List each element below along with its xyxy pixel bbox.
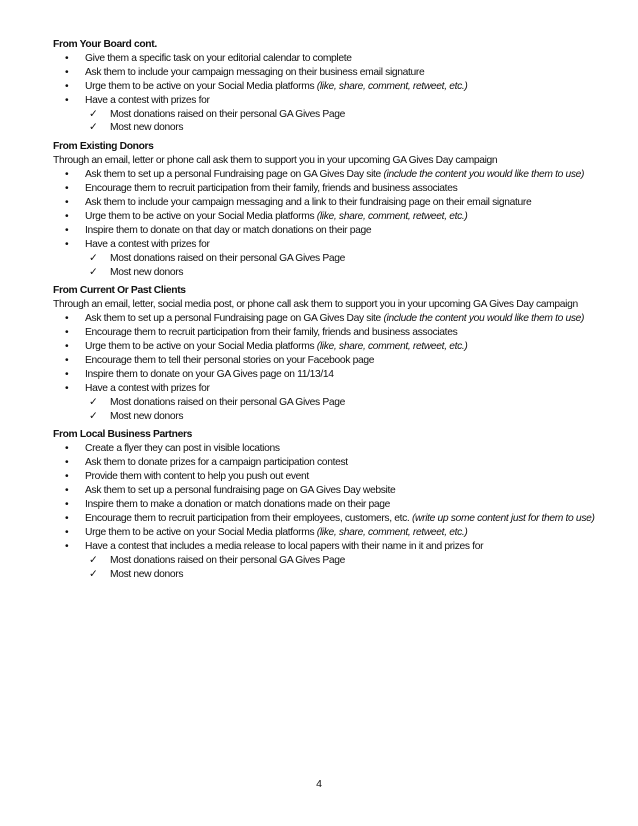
item-text: Encourage them to recruit participation from their family, friends and business associates bbox=[85, 327, 458, 339]
bullet-icon: • bbox=[65, 66, 69, 78]
bullet-icon: • bbox=[65, 94, 69, 106]
list-item bbox=[53, 210, 613, 224]
item-text: Most donations raised on their personal GA Gives Page bbox=[110, 108, 346, 120]
list-item bbox=[53, 540, 613, 554]
checkmark-icon: ✓ bbox=[89, 396, 98, 408]
item-text: Most new donors bbox=[110, 410, 184, 422]
bullet-icon: • bbox=[65, 196, 69, 208]
list-item bbox=[53, 326, 613, 340]
list-item bbox=[53, 80, 613, 94]
item-list bbox=[53, 52, 613, 135]
list-item bbox=[53, 512, 613, 526]
list-item bbox=[53, 196, 613, 210]
checkmark-icon: ✓ bbox=[89, 554, 98, 566]
bullet-icon: • bbox=[65, 368, 69, 380]
section bbox=[53, 140, 613, 279]
bullet-icon: • bbox=[65, 224, 69, 236]
bullet-icon: • bbox=[65, 313, 69, 325]
checklist-item bbox=[53, 108, 613, 122]
list-item bbox=[53, 182, 613, 196]
item-text: Most donations raised on their personal GA Gives Page bbox=[110, 252, 346, 264]
bullet-icon: • bbox=[65, 485, 69, 497]
item-text: Ask them to include your campaign messaging on their business email signature bbox=[85, 66, 425, 78]
checklist-item bbox=[53, 396, 613, 410]
section bbox=[53, 284, 613, 423]
bullet-icon: • bbox=[65, 238, 69, 250]
bullet-icon: • bbox=[65, 354, 69, 366]
item-text: Most new donors bbox=[110, 266, 184, 278]
list-item bbox=[53, 498, 613, 512]
item-text: Inspire them to donate on that day or match donations on their page bbox=[85, 224, 372, 236]
page-number: 4 bbox=[316, 778, 322, 790]
section-heading: From Existing Donors bbox=[53, 141, 154, 153]
list-item bbox=[53, 368, 613, 382]
section-intro: Through an email, letter, social media post, or phone call ask them to support you in your upcoming GA Gives Day campaign bbox=[53, 299, 578, 311]
item-note: (like, share, comment, retweet, etc.) bbox=[316, 80, 468, 92]
list-item bbox=[53, 52, 613, 66]
list-item bbox=[53, 238, 613, 252]
list-item bbox=[53, 470, 613, 484]
item-list bbox=[53, 168, 613, 279]
checkmark-icon: ✓ bbox=[89, 568, 98, 580]
list-item bbox=[53, 94, 613, 108]
item-text: Ask them to set up a personal fundraising page on GA Gives Day website bbox=[85, 485, 396, 497]
item-text: Urge them to be active on your Social Media platforms bbox=[85, 80, 317, 92]
item-text: Give them a specific task on your editorial calendar to complete bbox=[85, 52, 352, 64]
item-text: Most donations raised on their personal GA Gives Page bbox=[110, 396, 346, 408]
checklist-item bbox=[53, 121, 613, 135]
item-text: Ask them to set up a personal Fundraising page on GA Gives Day site bbox=[85, 169, 384, 181]
item-note: (include the content you would like them to use) bbox=[383, 169, 585, 181]
item-text: Ask them to include your campaign messaging and a link to their fundraising page on their email signature bbox=[85, 196, 532, 208]
checklist-item bbox=[53, 266, 613, 280]
bullet-icon: • bbox=[65, 169, 69, 181]
document-page bbox=[53, 38, 613, 586]
list-item bbox=[53, 224, 613, 238]
item-text: Most new donors bbox=[110, 122, 184, 134]
item-text: Ask them to donate prizes for a campaign participation contest bbox=[85, 457, 348, 469]
item-text: Urge them to be active on your Social Media platforms bbox=[85, 210, 317, 222]
bullet-icon: • bbox=[65, 210, 69, 222]
item-text: Encourage them to recruit participation from their employees, customers, etc. bbox=[85, 512, 412, 524]
item-text: Have a contest with prizes for bbox=[85, 382, 210, 394]
list-item bbox=[53, 168, 613, 182]
section bbox=[53, 38, 613, 135]
section-heading: From Local Business Partners bbox=[53, 429, 192, 441]
list-item bbox=[53, 456, 613, 470]
section-heading: From Current Or Past Clients bbox=[53, 285, 186, 297]
item-text: Create a flyer they can post in visible locations bbox=[85, 443, 280, 455]
item-text: Most new donors bbox=[110, 568, 184, 580]
checklist-item bbox=[53, 410, 613, 424]
bullet-icon: • bbox=[65, 540, 69, 552]
bullet-icon: • bbox=[65, 52, 69, 64]
checkmark-icon: ✓ bbox=[89, 122, 98, 134]
checklist-item bbox=[53, 554, 613, 568]
bullet-icon: • bbox=[65, 471, 69, 483]
list-item bbox=[53, 340, 613, 354]
item-note: (like, share, comment, retweet, etc.) bbox=[316, 210, 468, 222]
item-list bbox=[53, 312, 613, 423]
checkmark-icon: ✓ bbox=[89, 410, 98, 422]
item-text: Ask them to set up a personal Fundraising page on GA Gives Day site bbox=[85, 313, 384, 325]
item-text: Provide them with content to help you push out event bbox=[85, 471, 309, 483]
checklist-item bbox=[53, 252, 613, 266]
item-note: (like, share, comment, retweet, etc.) bbox=[316, 526, 468, 538]
bullet-icon: • bbox=[65, 183, 69, 195]
item-text: Inspire them to donate on your GA Gives page on 11/13/14 bbox=[85, 368, 334, 380]
item-text: Encourage them to recruit participation from their family, friends and business associates bbox=[85, 183, 458, 195]
item-text: Have a contest with prizes for bbox=[85, 94, 210, 106]
bullet-icon: • bbox=[65, 512, 69, 524]
document-body bbox=[53, 38, 613, 581]
bullet-icon: • bbox=[65, 341, 69, 353]
bullet-icon: • bbox=[65, 80, 69, 92]
item-list bbox=[53, 442, 613, 581]
item-text: Inspire them to make a donation or match donations made on their page bbox=[85, 499, 390, 510]
checkmark-icon: ✓ bbox=[89, 266, 98, 278]
checkmark-icon: ✓ bbox=[89, 108, 98, 120]
checklist-item bbox=[53, 568, 613, 582]
bullet-icon: • bbox=[65, 327, 69, 339]
list-item bbox=[53, 484, 613, 498]
bullet-icon: • bbox=[65, 526, 69, 538]
item-text: Most donations raised on their personal GA Gives Page bbox=[110, 554, 346, 566]
bullet-icon: • bbox=[65, 499, 69, 510]
bullet-icon: • bbox=[65, 457, 69, 469]
item-text: Urge them to be active on your Social Media platforms bbox=[85, 526, 317, 538]
item-text: Urge them to be active on your Social Media platforms bbox=[85, 341, 317, 353]
list-item bbox=[53, 526, 613, 540]
item-text: Encourage them to tell their personal stories on your Facebook page bbox=[85, 354, 375, 366]
list-item bbox=[53, 66, 613, 80]
item-note: (include the content you would like them to use) bbox=[383, 313, 585, 325]
list-item bbox=[53, 442, 613, 456]
item-note: (like, share, comment, retweet, etc.) bbox=[316, 341, 468, 353]
item-note: (write up some content just for them to use) bbox=[411, 512, 595, 524]
item-text: Have a contest with prizes for bbox=[85, 238, 210, 250]
bullet-icon: • bbox=[65, 443, 69, 455]
list-item bbox=[53, 312, 613, 326]
checkmark-icon: ✓ bbox=[89, 252, 98, 264]
list-item bbox=[53, 354, 613, 368]
section-heading: From Your Board cont. bbox=[53, 39, 157, 50]
bullet-icon: • bbox=[65, 382, 69, 394]
list-item bbox=[53, 382, 613, 396]
item-text: Have a contest that includes a media release to local papers with their name in it and prizes for bbox=[85, 540, 484, 552]
section bbox=[53, 428, 613, 581]
section-intro: Through an email, letter or phone call ask them to support you in your upcoming GA Gives Day campaign bbox=[53, 155, 498, 167]
